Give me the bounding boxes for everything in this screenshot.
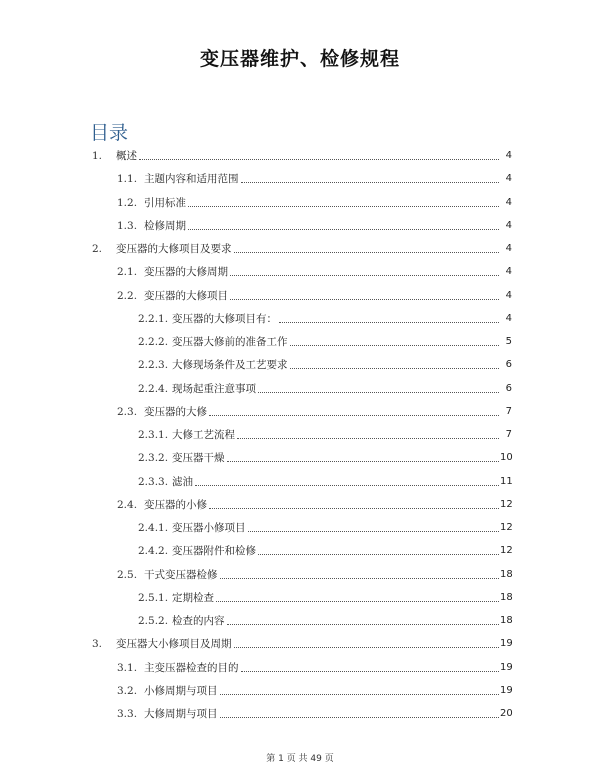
toc-entry-label: 变压器的大修项目及要求 <box>116 243 232 255</box>
toc-dot-leader <box>290 345 500 346</box>
toc-entry[interactable] <box>138 329 512 349</box>
toc-entry-page: 18 <box>500 568 513 580</box>
toc-entry-number: 2.3. <box>117 405 138 418</box>
toc-entry[interactable] <box>138 422 512 442</box>
toc-entry-page: 19 <box>500 638 513 650</box>
toc-entry-label: 滤油 <box>172 475 193 488</box>
toc-entry-page: 10 <box>500 452 513 464</box>
toc-dot-leader <box>227 461 500 462</box>
toc-dot-leader <box>230 299 499 300</box>
toc-dot-leader <box>209 415 499 416</box>
toc-entry-number: 3.3. <box>117 708 138 720</box>
toc-entry-page: 7 <box>505 429 512 440</box>
toc-entry[interactable] <box>117 213 512 233</box>
toc-entry-label: 变压器的大修周期 <box>144 266 228 279</box>
toc-entry-number: 2.5. <box>117 568 138 581</box>
toc-entry[interactable] <box>92 631 512 651</box>
toc-entry-page: 20 <box>500 708 513 719</box>
toc-dot-leader <box>241 671 500 672</box>
toc-entry-number: 2.2. <box>117 289 138 302</box>
toc-entry[interactable] <box>138 306 512 326</box>
toc-entry[interactable] <box>117 190 512 210</box>
toc-entry-page: 19 <box>500 661 513 673</box>
toc-dot-leader <box>258 554 499 555</box>
toc-entry-page: 18 <box>500 591 513 603</box>
toc-entry-page: 6 <box>505 382 512 394</box>
toc-entry-number: 1. <box>92 150 103 162</box>
toc-entry[interactable] <box>138 352 512 372</box>
toc-entry-page: 18 <box>500 615 513 626</box>
toc-dot-leader <box>234 252 500 253</box>
toc-entry-label: 检查的内容 <box>172 615 225 627</box>
toc-entry[interactable] <box>117 655 512 675</box>
toc-entry-label: 主变压器检查的目的 <box>144 661 239 674</box>
toc-entry-label: 检修周期 <box>144 219 186 232</box>
toc-entry-number: 3. <box>92 638 103 651</box>
toc-entry[interactable] <box>117 399 512 419</box>
toc-dot-leader <box>220 578 500 579</box>
toc-entry-page: 12 <box>500 545 513 557</box>
toc-entry-page: 4 <box>505 243 512 254</box>
toc-entry-page: 4 <box>505 173 512 185</box>
toc-entry[interactable] <box>138 538 512 558</box>
toc-entry-page: 7 <box>505 405 512 417</box>
toc-entry-number: 2.2.3. <box>138 359 169 372</box>
toc-dot-leader <box>220 694 500 695</box>
toc-entry[interactable] <box>117 283 512 303</box>
toc-entry[interactable] <box>92 143 512 163</box>
toc-entry-number: 2.4.1. <box>138 522 169 534</box>
toc-entry[interactable] <box>92 236 512 256</box>
toc-dot-leader <box>216 601 499 602</box>
toc-entry[interactable] <box>138 515 512 535</box>
toc-entry-page: 12 <box>500 522 513 533</box>
toc-entry-number: 3.1. <box>117 661 138 674</box>
toc-heading: 目录 <box>90 122 129 144</box>
toc-entry-number: 2.3.2. <box>138 452 169 465</box>
toc-entry-number: 2.4.2. <box>138 545 169 558</box>
toc-entry-label: 概述 <box>116 150 137 162</box>
toc-dot-leader <box>290 368 500 369</box>
toc-entry-page: 4 <box>505 312 512 324</box>
toc-entry-label: 变压器大修前的准备工作 <box>172 336 288 348</box>
toc-entry-label: 变压器的大修 <box>144 405 207 418</box>
toc-entry-page: 4 <box>505 196 512 208</box>
toc-entry[interactable] <box>138 445 512 465</box>
toc-entry-label: 引用标准 <box>144 196 186 209</box>
toc-entry[interactable] <box>138 608 512 628</box>
toc-dot-leader <box>258 392 499 393</box>
toc-entry-number: 2.2.1. <box>138 312 169 325</box>
toc-dot-leader <box>230 275 499 276</box>
toc-entry-number: 2.5.2. <box>138 615 169 627</box>
toc-dot-leader <box>237 438 499 439</box>
toc-dot-leader <box>209 508 499 509</box>
toc-entry-number: 2.4. <box>117 498 138 511</box>
toc-dot-leader <box>195 485 499 486</box>
toc-entry-number: 2.3.3. <box>138 475 169 488</box>
toc-entry-number: 2.5.1. <box>138 591 169 604</box>
toc-dot-leader <box>188 206 499 207</box>
toc-entry[interactable] <box>117 166 512 186</box>
toc-entry-page: 11 <box>500 475 513 487</box>
page-footer: 第 1 页 共 49 页 <box>266 754 334 764</box>
toc-entry-label: 变压器的大修项目有： <box>172 312 277 325</box>
toc-entry[interactable] <box>117 259 512 279</box>
toc-entry-page: 19 <box>500 684 513 696</box>
toc-entry-page: 4 <box>505 219 512 231</box>
toc-dot-leader <box>227 624 500 625</box>
toc-entry[interactable] <box>117 562 512 582</box>
toc-entry-label: 定期检查 <box>172 591 214 604</box>
toc-entry-label: 变压器干燥 <box>172 452 225 465</box>
toc-entry-label: 变压器大小修项目及周期 <box>116 638 232 651</box>
toc-entry-label: 主题内容和适用范围 <box>144 173 239 186</box>
toc-entry[interactable] <box>138 585 512 605</box>
toc-dot-leader <box>188 229 499 230</box>
document-title: 变压器维护、检修规程 <box>199 48 400 70</box>
toc-entry[interactable] <box>117 701 512 721</box>
toc-entry-label: 变压器的小修 <box>144 498 207 511</box>
toc-entry-label: 大修工艺流程 <box>172 429 235 441</box>
toc-entry-label: 大修现场条件及工艺要求 <box>172 359 288 372</box>
toc-entry-number: 1.3. <box>117 219 138 232</box>
toc-entry[interactable] <box>117 492 512 512</box>
toc-entry-number: 3.2. <box>117 684 138 697</box>
toc-entry-number: 1.2. <box>117 196 138 209</box>
toc-entry-page: 5 <box>505 336 512 347</box>
toc-entry-number: 1.1. <box>117 173 138 186</box>
toc-entry-page: 4 <box>505 150 512 161</box>
toc-entry-label: 变压器附件和检修 <box>172 545 256 558</box>
toc-entry[interactable] <box>138 469 512 489</box>
toc-entry-page: 6 <box>505 359 512 371</box>
toc-entry-page: 4 <box>505 266 512 278</box>
toc-dot-leader <box>234 647 500 648</box>
toc-dot-leader <box>241 182 500 183</box>
toc-entry-number: 2.1. <box>117 266 138 279</box>
toc-entry-page: 4 <box>505 289 512 301</box>
toc-dot-leader <box>220 717 500 718</box>
toc-entry-label: 大修周期与项目 <box>144 708 218 720</box>
toc-entry-page: 12 <box>500 498 513 510</box>
toc-entry-label: 干式变压器检修 <box>144 568 218 581</box>
toc-entry-number: 2.2.2. <box>138 336 169 348</box>
toc-entry-number: 2.3.1. <box>138 429 169 441</box>
toc-entry[interactable] <box>117 678 512 698</box>
toc-entry-label: 变压器小修项目 <box>172 522 246 534</box>
toc-entry[interactable] <box>138 376 512 396</box>
toc-entry-number: 2.2.4. <box>138 382 169 395</box>
toc-entry-label: 小修周期与项目 <box>144 684 218 697</box>
toc-dot-leader <box>139 159 499 160</box>
toc-entry-label: 现场起重注意事项 <box>172 382 256 395</box>
toc-dot-leader <box>279 322 499 323</box>
toc-entry-label: 变压器的大修项目 <box>144 289 228 302</box>
toc-dot-leader <box>248 531 500 532</box>
toc-entry-number: 2. <box>92 243 103 255</box>
